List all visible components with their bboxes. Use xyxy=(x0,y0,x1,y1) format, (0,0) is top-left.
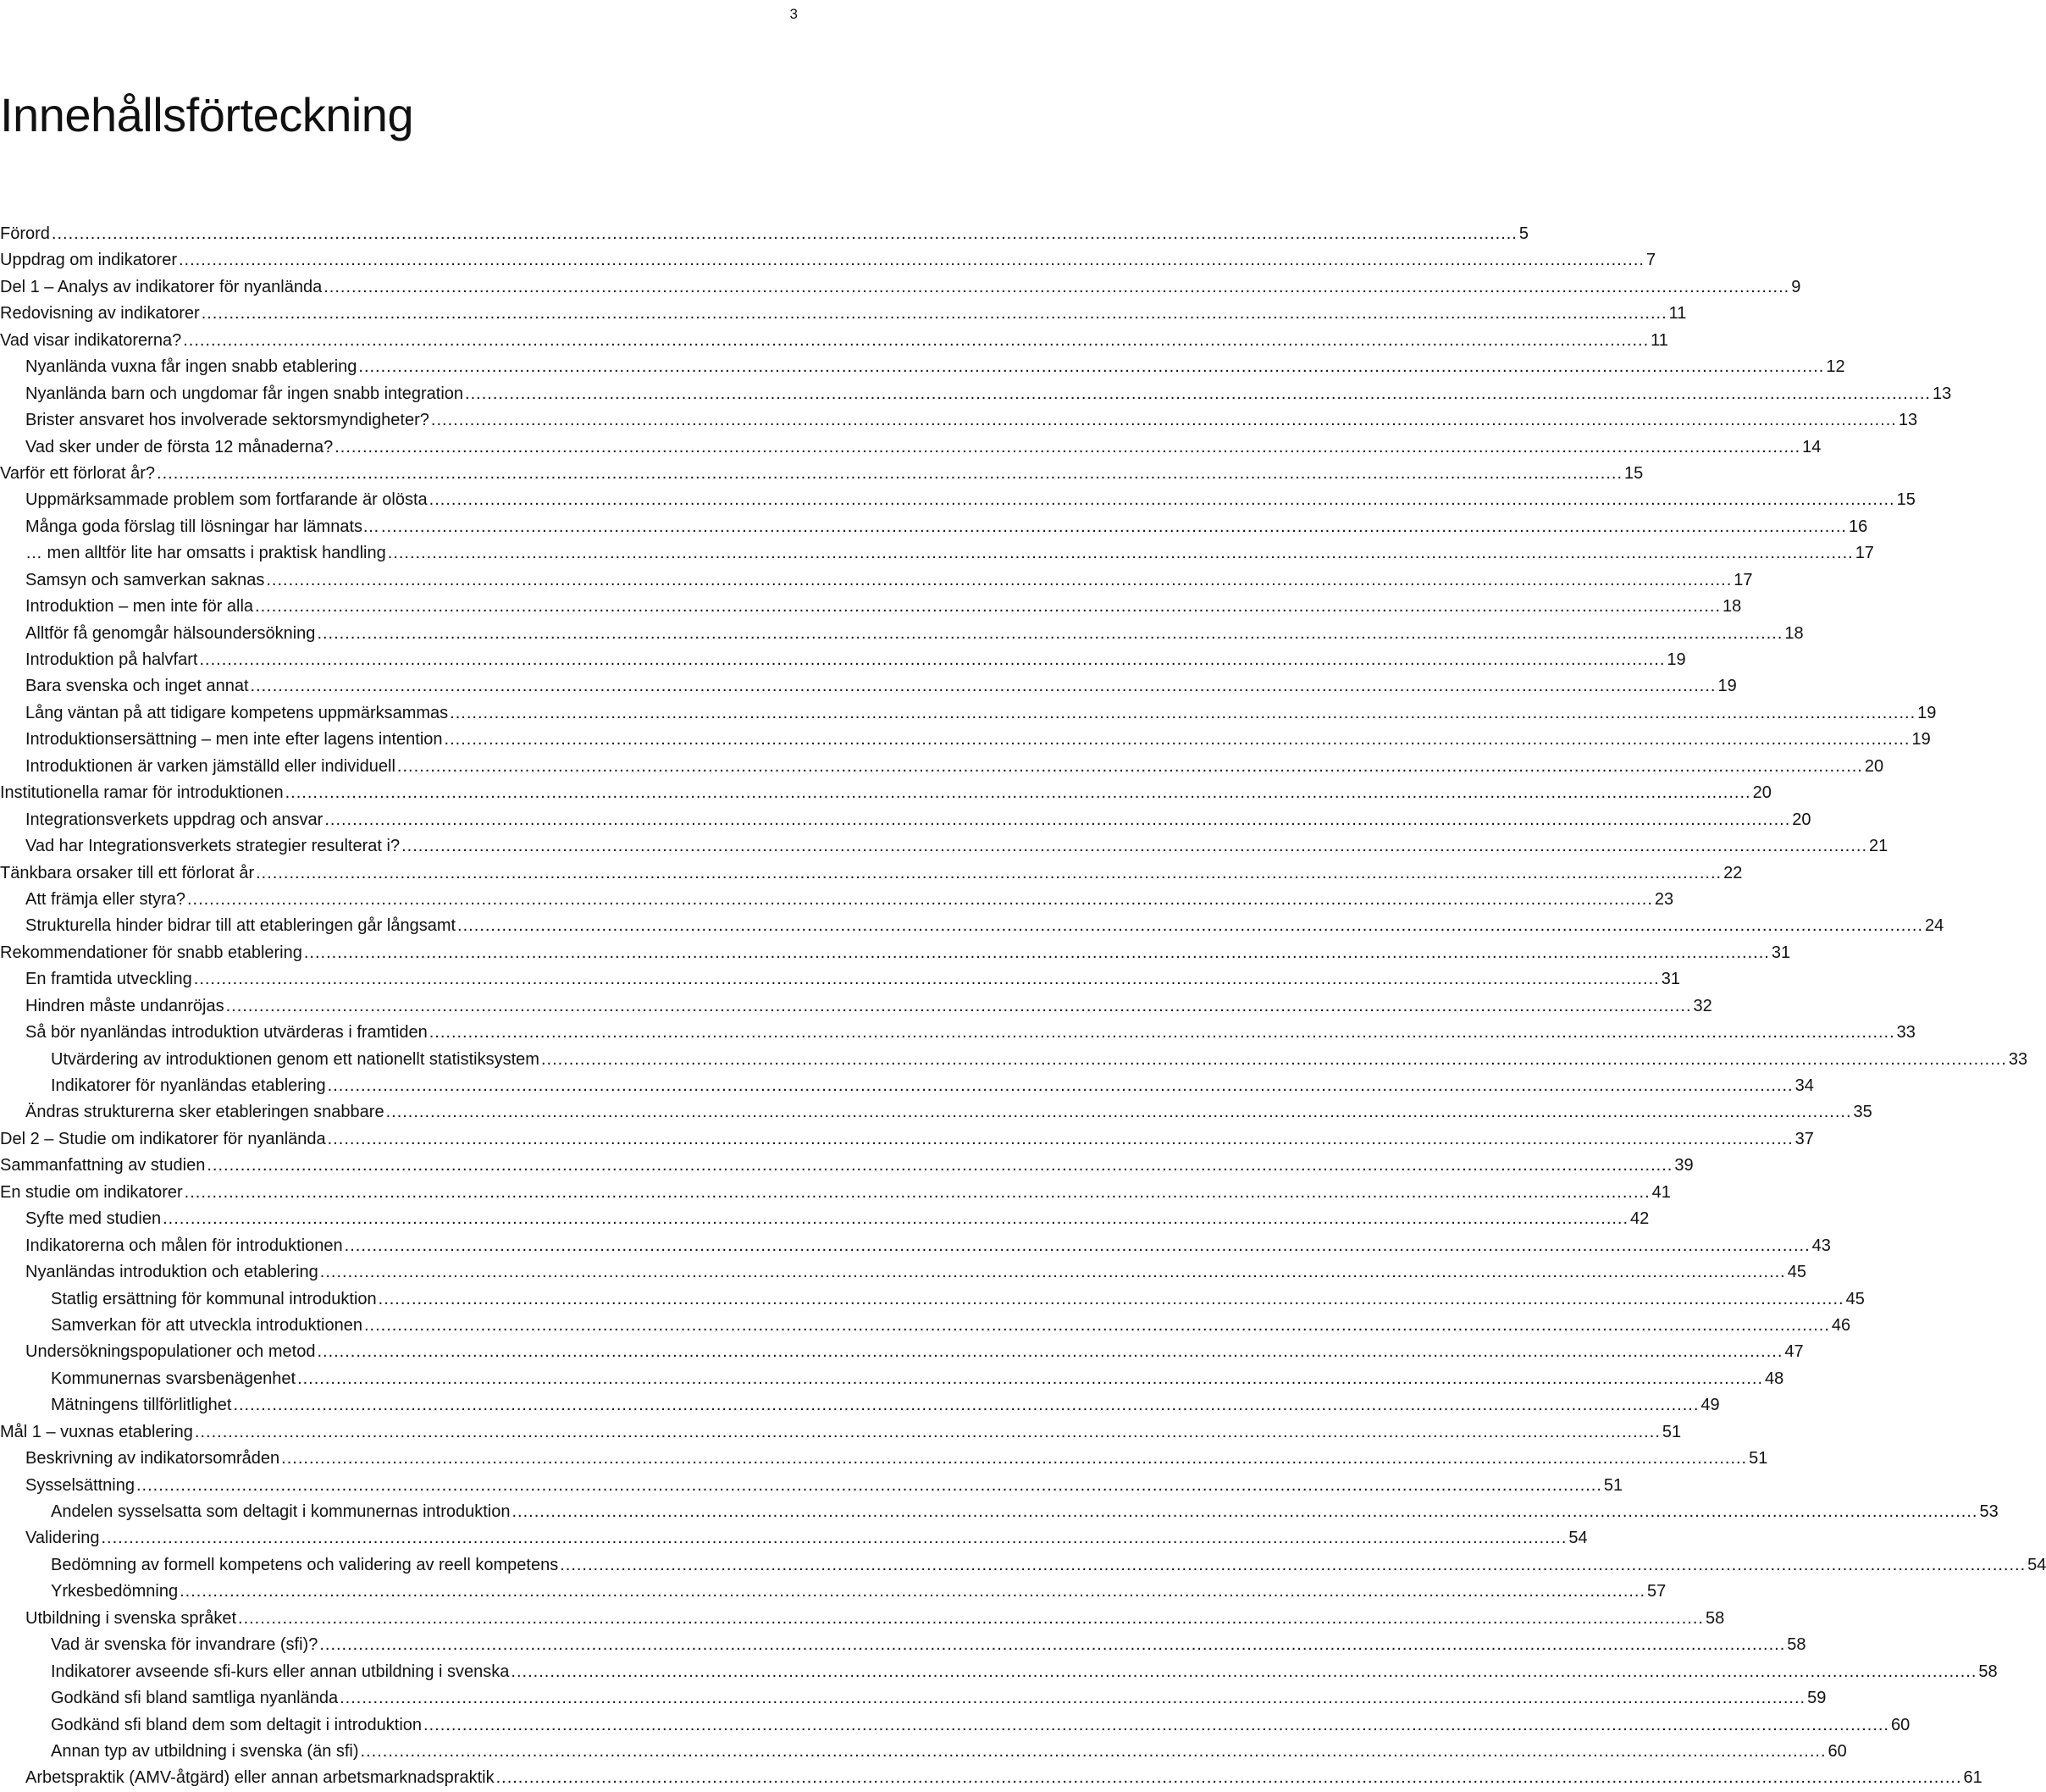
toc-entry-page-number: 58 xyxy=(1978,1662,1998,1681)
toc-entry[interactable] xyxy=(0,673,1737,700)
toc-entry-page-number: 45 xyxy=(1845,1289,1865,1308)
toc-entry-title: Sammanfattning av studien xyxy=(0,1156,206,1175)
toc-entry-page-number: 24 xyxy=(1925,916,1944,936)
toc-entry[interactable] xyxy=(0,1233,1831,1259)
toc-entry-page-number: 39 xyxy=(1674,1156,1694,1175)
toc-dot-leader xyxy=(256,860,1722,887)
toc-entry-title: Yrkesbedömning xyxy=(51,1582,179,1601)
toc-entry-page-number: 14 xyxy=(1802,437,1822,456)
toc-entry[interactable] xyxy=(0,407,1918,434)
toc-entry[interactable] xyxy=(0,221,1529,247)
toc-entry-page-number: 12 xyxy=(1826,357,1845,377)
toc-dot-leader xyxy=(429,487,1895,513)
toc-entry-page-number: 11 xyxy=(1651,330,1668,350)
toc-entry-title: En studie om indikatorer xyxy=(0,1182,183,1202)
toc-entry-page-number: 23 xyxy=(1654,889,1674,909)
toc-entry-title: Introduktionsersättning – men inte efter lagens intention xyxy=(25,730,443,749)
toc-entry[interactable] xyxy=(0,434,1822,461)
toc-entry-title: Att främja eller styra? xyxy=(25,889,185,909)
toc-dot-leader xyxy=(185,1180,1651,1206)
toc-entry-page-number: 21 xyxy=(1869,837,1888,856)
toc-entry-title: Ändras strukturerna sker etableringen snabbare xyxy=(25,1103,384,1122)
toc-entry-page-number: 46 xyxy=(1831,1315,1851,1335)
toc-entry-page-number: 43 xyxy=(1811,1236,1831,1255)
toc-dot-leader xyxy=(431,407,1897,434)
toc-entry-title: Så bör nyanländas introduktion utvärderas i framtiden xyxy=(25,1023,428,1043)
toc-entry-title: Utvärdering av introduktionen genom ett nationellt statistiksystem xyxy=(51,1049,539,1069)
toc-entry[interactable] xyxy=(0,247,1656,274)
toc-entry-page-number: 13 xyxy=(1898,411,1918,430)
toc-dot-leader xyxy=(364,1313,1830,1339)
toc-entry[interactable] xyxy=(0,700,1937,727)
toc-entry[interactable] xyxy=(0,1073,1814,1099)
toc-entry-title: Tänkbara orsaker till ett förlorat år xyxy=(0,863,255,882)
toc-entry-page-number: 7 xyxy=(1645,251,1656,270)
toc-dot-leader xyxy=(328,1126,1794,1153)
toc-entry[interactable] xyxy=(0,1047,2028,1073)
toc-entry[interactable] xyxy=(0,913,1944,939)
toc-entry-page-number: 19 xyxy=(1911,730,1931,749)
toc-entry-page-number: 20 xyxy=(1792,810,1811,829)
toc-entry-page-number: 20 xyxy=(1752,783,1772,803)
toc-dot-leader xyxy=(281,1446,1747,1472)
toc-entry-title: Samverkan för att utveckla introduktionen xyxy=(51,1315,362,1335)
toc-entry-title: Syfte med studien xyxy=(25,1209,162,1229)
toc-dot-leader xyxy=(361,1739,1827,1765)
toc-entry[interactable] xyxy=(0,1473,1623,1499)
toc-entry[interactable] xyxy=(0,381,1952,407)
toc-entry-title: Integrationsverkets uppdrag och ansvar xyxy=(25,810,323,829)
toc-entry-page-number: 17 xyxy=(1855,544,1874,563)
toc-dot-leader xyxy=(560,1552,2026,1579)
toc-dot-leader xyxy=(401,833,1867,860)
toc-entry-title: Vad visar indikatorerna? xyxy=(0,330,182,350)
toc-entry-page-number: 57 xyxy=(1647,1582,1667,1601)
toc-entry[interactable] xyxy=(0,1259,1806,1286)
toc-entry-page-number: 45 xyxy=(1787,1263,1806,1282)
toc-entry-title: Indikatorer för nyanländas etablering xyxy=(51,1076,326,1095)
toc-dot-leader xyxy=(238,1606,1704,1632)
toc-entry-title: Undersökningspopulationer och metod xyxy=(25,1342,316,1362)
toc-entry-title: Vad är svenska för invandrare (sfi)? xyxy=(51,1635,318,1655)
toc-entry-title: Strukturella hinder bidrar till att etableringen går långsamt xyxy=(25,916,456,936)
toc-entry[interactable] xyxy=(0,1313,1851,1339)
toc-entry-page-number: 33 xyxy=(2008,1049,2028,1069)
toc-dot-leader xyxy=(457,913,1923,939)
toc-entry-title: Introduktionen är varken jämställd eller individuell xyxy=(25,756,395,776)
toc-dot-leader xyxy=(317,621,1783,647)
toc-entry-title: Rekommendationer för snabb etablering xyxy=(0,943,302,962)
toc-dot-leader xyxy=(397,754,1863,780)
toc-entry[interactable] xyxy=(0,1126,1814,1153)
toc-entry[interactable] xyxy=(0,1765,1982,1791)
toc-entry-page-number: 35 xyxy=(1853,1103,1872,1122)
toc-dot-leader xyxy=(335,434,1800,461)
document-title: Innehållsförteckning xyxy=(0,88,414,141)
toc-entry-page-number: 54 xyxy=(1568,1529,1588,1548)
toc-entry-title: Arbetspraktik (AMV-åtgärd) eller annan arbetsmarknadspraktik xyxy=(25,1768,495,1788)
toc-entry-title: Validering xyxy=(25,1529,100,1548)
toc-dot-leader xyxy=(183,328,1649,354)
toc-entry[interactable] xyxy=(0,1632,1806,1658)
toc-entry[interactable] xyxy=(0,833,1888,860)
toc-entry-page-number: 60 xyxy=(1828,1741,1847,1761)
toc-entry[interactable] xyxy=(0,301,1687,327)
toc-entry-title: Vad sker under de första 12 månaderna? xyxy=(25,437,334,456)
toc-entry-title: Redovisning av indikatorer xyxy=(0,304,200,324)
toc-entry-page-number: 34 xyxy=(1794,1076,1814,1095)
toc-entry[interactable] xyxy=(0,1339,1804,1365)
toc-entry[interactable] xyxy=(0,1446,1768,1472)
toc-entry[interactable] xyxy=(0,567,1753,594)
toc-entry-title: Uppdrag om indikatorer xyxy=(0,251,177,270)
toc-entry-page-number: 15 xyxy=(1896,490,1916,510)
toc-entry-page-number: 51 xyxy=(1603,1475,1623,1495)
table-of-contents xyxy=(0,221,2046,1792)
toc-entry-page-number: 33 xyxy=(1896,1023,1916,1043)
toc-dot-leader xyxy=(52,221,1518,247)
toc-entry[interactable] xyxy=(0,1099,1872,1126)
toc-entry-title: … men alltför lite har omsatts i praktisk handling xyxy=(25,544,386,563)
toc-entry-page-number: 61 xyxy=(1963,1768,1982,1788)
toc-dot-leader xyxy=(233,1392,1699,1419)
toc-entry-title: Bedömning av formell kompetens och validering av reell kompetens xyxy=(51,1555,559,1574)
toc-entry-title: Lång väntan på att tidigare kompetens uppmärksammas xyxy=(25,703,449,722)
toc-dot-leader xyxy=(285,780,1751,806)
toc-entry-title: Utbildning i svenska språket xyxy=(25,1608,237,1628)
toc-dot-leader xyxy=(496,1765,1962,1791)
toc-entry-page-number: 59 xyxy=(1807,1689,1827,1708)
toc-entry[interactable] xyxy=(0,1739,1847,1765)
toc-dot-leader xyxy=(226,993,1692,1020)
toc-entry-page-number: 58 xyxy=(1705,1608,1725,1628)
toc-entry-title: Brister ansvaret hos involverade sektorsmyndigheter? xyxy=(25,411,429,430)
toc-entry-title: Introduktion – men inte för alla xyxy=(25,597,254,617)
toc-dot-leader xyxy=(163,1206,1629,1232)
toc-entry[interactable] xyxy=(0,274,1801,301)
toc-entry-page-number: 47 xyxy=(1784,1342,1804,1362)
toc-dot-leader xyxy=(136,1473,1602,1499)
toc-entry-title: Varför ett förlorat år? xyxy=(0,463,156,483)
toc-dot-leader xyxy=(323,274,1789,301)
toc-dot-leader xyxy=(187,887,1653,913)
page-number: 3 xyxy=(789,6,798,22)
toc-entry-title: Kommunernas svarsbenägenhet xyxy=(51,1369,296,1388)
toc-dot-leader xyxy=(180,1579,1645,1605)
toc-entry-title: Andelen sysselsatta som deltagit i kommunernas introduktion xyxy=(51,1502,511,1521)
toc-entry[interactable] xyxy=(0,1153,1694,1179)
toc-entry-page-number: 22 xyxy=(1723,863,1743,882)
toc-entry[interactable] xyxy=(0,754,1884,780)
toc-entry-page-number: 37 xyxy=(1794,1129,1814,1148)
toc-entry[interactable] xyxy=(0,966,1680,993)
toc-entry-page-number: 19 xyxy=(1717,677,1737,696)
toc-entry-page-number: 18 xyxy=(1723,597,1742,617)
toc-entry-page-number: 5 xyxy=(1518,224,1529,243)
toc-entry[interactable] xyxy=(0,1366,1784,1392)
toc-entry-title: Godkänd sfi bland samtliga nyanlända xyxy=(51,1689,339,1708)
toc-dot-leader xyxy=(195,1419,1661,1446)
toc-entry-title: Annan typ av utbildning i svenska (än sfi) xyxy=(51,1741,359,1761)
toc-entry-page-number: 49 xyxy=(1700,1396,1720,1415)
toc-entry[interactable] xyxy=(0,1286,1865,1313)
toc-entry[interactable] xyxy=(0,514,1868,540)
toc-entry-page-number: 54 xyxy=(2027,1555,2046,1574)
toc-entry-page-number: 18 xyxy=(1784,623,1804,643)
toc-entry[interactable] xyxy=(0,1419,1682,1446)
toc-entry-title: Godkänd sfi bland dem som deltagit i introduktion xyxy=(51,1715,423,1734)
toc-entry-title: Indikatorerna och målen för introduktionen xyxy=(25,1236,343,1255)
toc-dot-leader xyxy=(304,940,1770,966)
toc-entry-page-number: 51 xyxy=(1749,1449,1768,1468)
toc-dot-leader xyxy=(512,1499,1978,1525)
toc-entry-page-number: 13 xyxy=(1932,384,1952,403)
toc-entry-title: En framtida utveckling xyxy=(25,970,192,989)
toc-entry[interactable] xyxy=(0,1606,1725,1632)
toc-dot-leader xyxy=(429,1020,1895,1046)
toc-dot-leader xyxy=(541,1047,2007,1073)
toc-dot-leader xyxy=(266,567,1732,594)
toc-entry-title: Uppmärksammade problem som fortfarande är olösta xyxy=(25,490,428,510)
toc-entry[interactable] xyxy=(0,860,1743,887)
toc-dot-leader xyxy=(386,1099,1852,1126)
toc-entry[interactable] xyxy=(0,1685,1827,1712)
toc-entry-page-number: 11 xyxy=(1668,304,1687,324)
toc-entry[interactable] xyxy=(0,993,1712,1020)
toc-entry[interactable] xyxy=(0,727,1931,753)
toc-entry[interactable] xyxy=(0,540,1874,567)
toc-entry-title: Beskrivning av indikatorsområden xyxy=(25,1449,280,1468)
toc-entry[interactable] xyxy=(0,1659,1998,1685)
toc-entry-title: Mål 1 – vuxnas etablering xyxy=(0,1422,193,1441)
toc-dot-leader xyxy=(340,1685,1805,1712)
toc-entry-page-number: 51 xyxy=(1662,1422,1682,1441)
toc-entry-title: Hindren måste undanröjas xyxy=(25,996,224,1015)
toc-entry[interactable] xyxy=(0,887,1674,913)
toc-entry[interactable] xyxy=(0,1552,2046,1579)
toc-dot-leader xyxy=(379,1286,1844,1313)
toc-entry-page-number: 15 xyxy=(1624,463,1644,483)
toc-dot-leader xyxy=(199,647,1665,673)
toc-entry-title: Institutionella ramar för introduktionen xyxy=(0,783,284,803)
toc-entry[interactable] xyxy=(0,1712,1911,1739)
toc-entry[interactable] xyxy=(0,807,1811,833)
toc-entry-page-number: 19 xyxy=(1917,703,1937,722)
toc-entry-page-number: 17 xyxy=(1734,570,1753,589)
toc-dot-leader xyxy=(423,1712,1889,1739)
toc-dot-leader xyxy=(157,461,1623,487)
toc-dot-leader xyxy=(450,700,1916,727)
toc-entry[interactable] xyxy=(0,1392,1720,1419)
toc-dot-leader xyxy=(320,1259,1786,1286)
toc-entry-title: Nyanlända vuxna får ingen snabb etablering xyxy=(25,357,357,377)
toc-entry-page-number: 16 xyxy=(1848,517,1868,536)
toc-entry-title: Introduktion på halvfart xyxy=(25,650,198,669)
toc-entry[interactable] xyxy=(0,647,1686,673)
toc-dot-leader xyxy=(251,673,1717,700)
toc-entry-page-number: 42 xyxy=(1630,1209,1650,1229)
toc-entry[interactable] xyxy=(0,1579,1667,1605)
toc-dot-leader xyxy=(388,540,1854,567)
toc-entry-page-number: 60 xyxy=(1890,1715,1911,1734)
toc-entry-title: Statlig ersättning för kommunal introduktion xyxy=(51,1289,377,1308)
toc-dot-leader xyxy=(319,1632,1785,1658)
toc-entry-page-number: 20 xyxy=(1864,756,1884,776)
toc-entry[interactable] xyxy=(0,1525,1588,1551)
toc-entry[interactable] xyxy=(0,1180,1671,1206)
toc-entry[interactable] xyxy=(0,940,1791,966)
toc-dot-leader xyxy=(101,1525,1567,1551)
toc-entry-title: Vad har Integrationsverkets strategier resulterat i? xyxy=(25,837,401,856)
toc-entry[interactable] xyxy=(0,594,1742,620)
toc-entry-page-number: 31 xyxy=(1661,970,1680,989)
toc-dot-leader xyxy=(317,1339,1783,1365)
toc-entry-page-number: 32 xyxy=(1693,996,1712,1015)
toc-entry-title: Bara svenska och inget annat xyxy=(25,677,249,696)
toc-dot-leader xyxy=(297,1366,1763,1392)
toc-dot-leader xyxy=(511,1659,1977,1685)
toc-entry-title: Mätningens tillförlitlighet xyxy=(51,1396,232,1415)
toc-dot-leader xyxy=(465,381,1931,407)
toc-dot-leader xyxy=(381,514,1847,540)
toc-entry-page-number: 58 xyxy=(1787,1635,1806,1655)
toc-entry-title: Samsyn och samverkan saknas xyxy=(25,570,265,589)
toc-entry[interactable] xyxy=(0,1020,1916,1046)
toc-dot-leader xyxy=(207,1153,1673,1179)
toc-entry-page-number: 48 xyxy=(1765,1369,1784,1388)
toc-entry[interactable] xyxy=(0,487,1916,513)
toc-entry-title: Förord xyxy=(0,224,50,243)
toc-dot-leader xyxy=(194,966,1660,993)
toc-dot-leader xyxy=(328,1073,1794,1099)
toc-entry-title: Nyanlända barn och ungdomar får ingen snabb integration xyxy=(25,384,464,403)
toc-entry[interactable] xyxy=(0,354,1845,380)
toc-entry-page-number: 31 xyxy=(1771,943,1791,962)
toc-entry-page-number: 9 xyxy=(1791,277,1801,296)
toc-entry[interactable] xyxy=(0,1206,1650,1232)
toc-entry-title: Många goda förslag till lösningar har lämnats… xyxy=(25,517,379,536)
toc-dot-leader xyxy=(324,807,1790,833)
toc-entry[interactable] xyxy=(0,328,1668,354)
toc-entry-title: Nyanländas introduktion och etablering xyxy=(25,1263,318,1282)
toc-entry[interactable] xyxy=(0,461,1644,487)
toc-entry[interactable] xyxy=(0,1499,1999,1525)
toc-entry-page-number: 19 xyxy=(1667,650,1686,669)
toc-dot-leader xyxy=(358,354,1824,380)
toc-dot-leader xyxy=(255,594,1721,620)
toc-entry[interactable] xyxy=(0,780,1772,806)
toc-entry-page-number: 53 xyxy=(1979,1502,1999,1521)
toc-entry-title: Sysselsättning xyxy=(25,1475,135,1495)
toc-dot-leader xyxy=(202,301,1667,327)
toc-dot-leader xyxy=(345,1233,1811,1259)
toc-entry-title: Indikatorer avseende sfi-kurs eller annan utbildning i svenska xyxy=(51,1662,510,1681)
toc-entry[interactable] xyxy=(0,621,1804,647)
toc-entry-title: Del 2 – Studie om indikatorer för nyanlända xyxy=(0,1129,326,1148)
toc-entry-title: Alltför få genomgår hälsoundersökning xyxy=(25,623,316,643)
toc-dot-leader xyxy=(179,247,1645,274)
toc-dot-leader xyxy=(445,727,1911,753)
toc-entry-page-number: 41 xyxy=(1651,1182,1671,1202)
toc-entry-title: Del 1 – Analys av indikatorer för nyanlända xyxy=(0,277,323,296)
